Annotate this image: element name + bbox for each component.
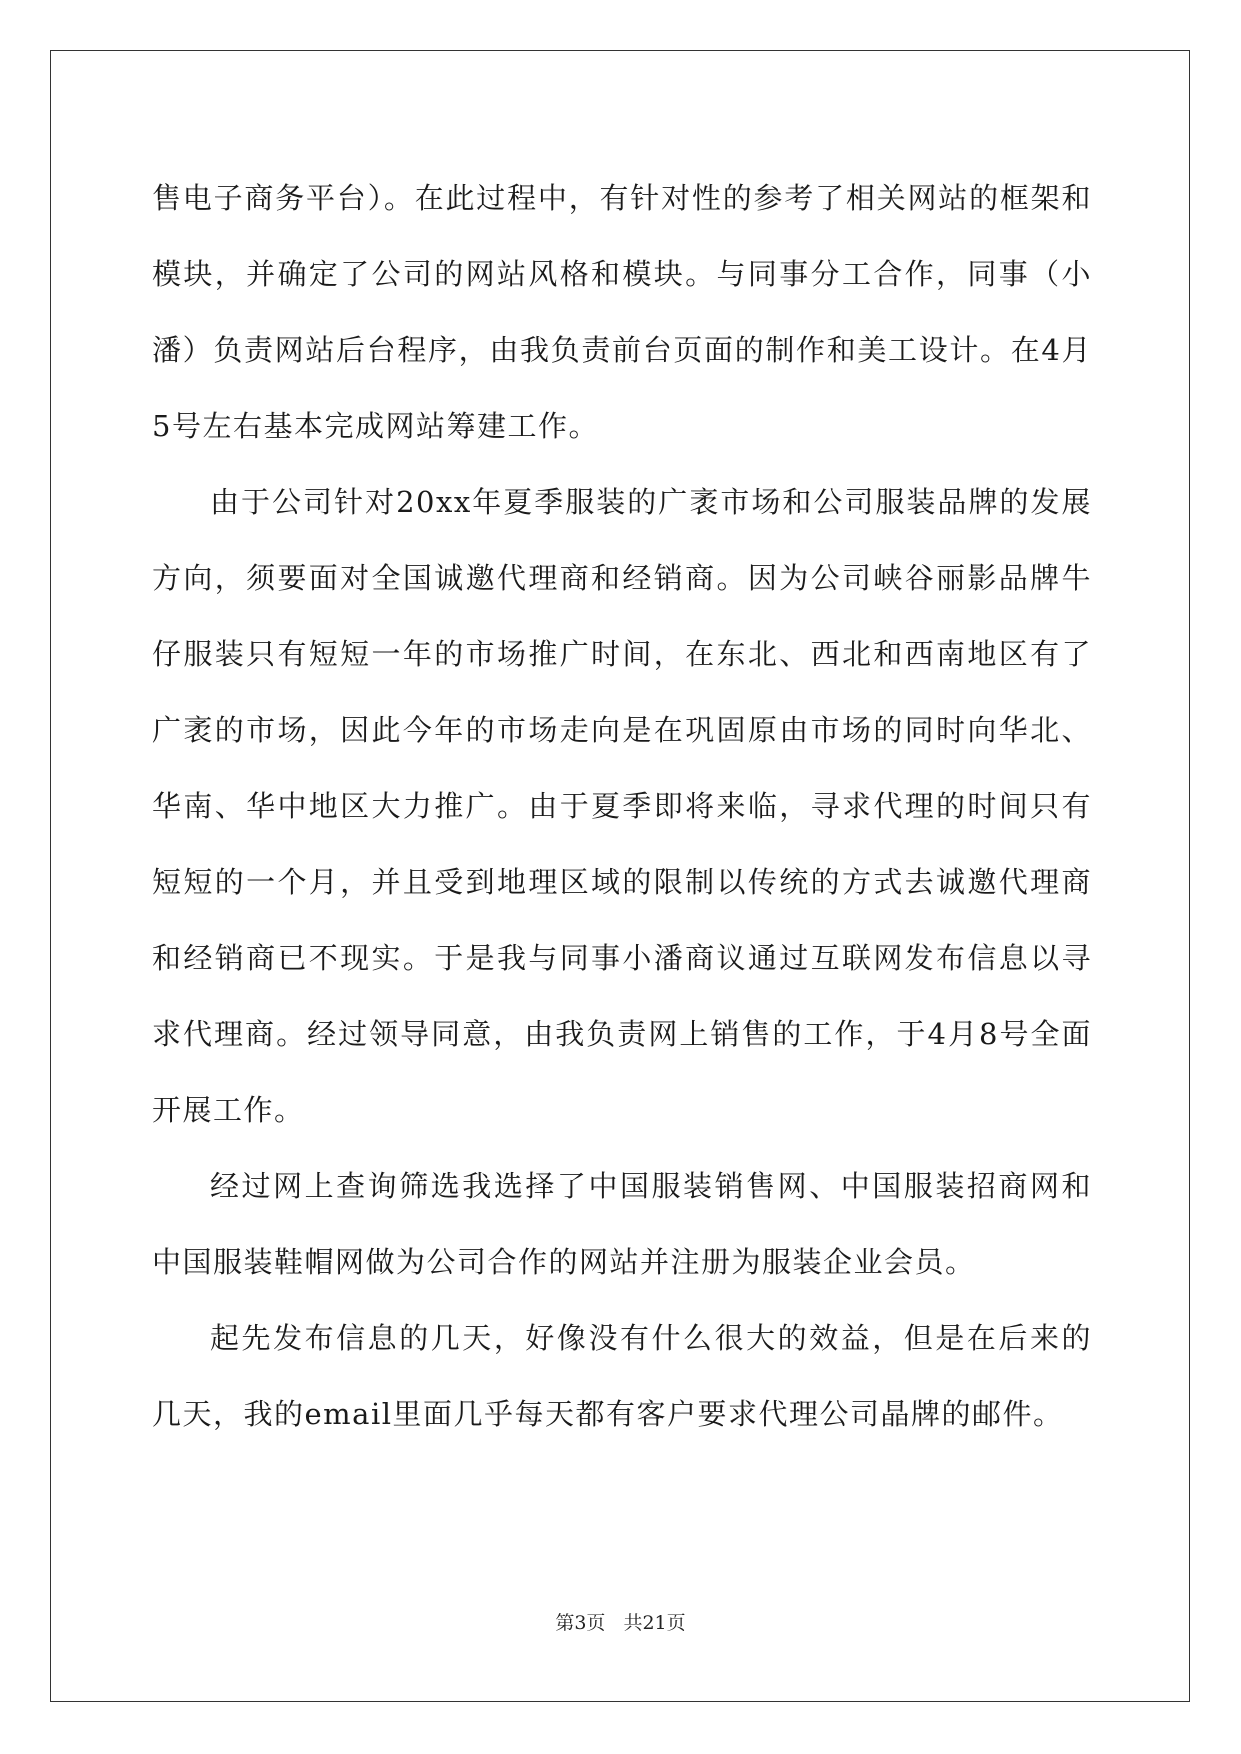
paragraph-4: 起先发布信息的几天，好像没有什么很大的效益，但是在后来的几天，我的email里面几乎每天都有客户要求代理公司晶牌的邮件。 [152, 1321, 1092, 1431]
paragraph-1: 售电子商务平台）。在此过程中，有针对性的参考了相关网站的框架和模块，并确定了公司的网站风格和模块。与同事分工合作，同事（小潘）负责网站后台程序，由我负责前台页面的制作和美工设计。在4月5号左右基本完成网站筹建工作。 [152, 181, 1092, 443]
paragraph-3: 经过网上查询筛选我选择了中国服装销售网、中国服装招商网和中国服装鞋帽网做为公司合作的网站并注册为服装企业会员。 [152, 1169, 1092, 1279]
page-footer [0, 1608, 1241, 1635]
paragraph-2: 由于公司针对20xx年夏季服装的广袤市场和公司服装品牌的发展方向，须要面对全国诚邀代理商和经销商。因为公司峡谷丽影品牌牛仔服装只有短短一年的市场推广时间，在东北、西北和西南地区有了广袤的市场，因此今年的市场走向是在巩固原由市场的同时向华北、华南、华中地区大力推广。由于夏季即将来临，寻求代理的时间只有短短的一个月，并且受到地理区域的限制以传统的方式去诚邀代理商和经销商已不现实。于是我与同事小潘商议通过互联网发布信息以寻求代理商。经过领导同意，由我负责网上销售的工作，于4月8号全面开展工作。 [152, 485, 1092, 1127]
page-number: 第3页 [555, 1612, 606, 1634]
page-total: 共21页 [623, 1612, 686, 1634]
document-body [152, 160, 1092, 1452]
